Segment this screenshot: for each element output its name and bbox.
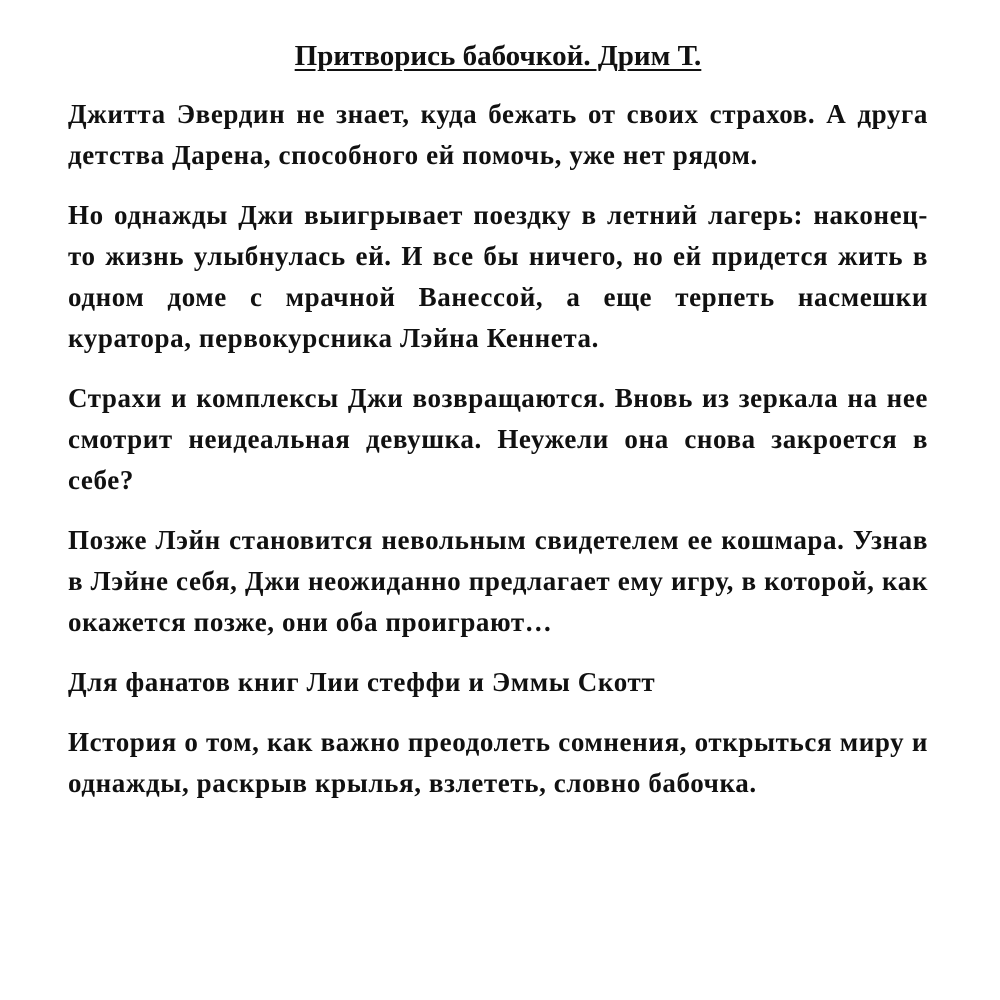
paragraph-fears: Страхи и комплексы Джи возвращаются. Вновь из зеркала на нее смотрит неидеальная девушка. Неужели она снова закроется в себе? [68, 383, 928, 495]
paragraph-fans: Для фанатов книг Лии стеффи и Эммы Скотт [68, 667, 656, 697]
paragraph-game: Позже Лэйн становится невольным свидетелем ее кошмара. Узнав в Лэйне себя, Джи неожиданно предлагает ему игру, в которой, как окажется позже, они оба проиграют… [68, 525, 928, 637]
paragraph-story: История о том, как важно преодолеть сомнения, открыться миру и однажды, раскрыв крылья, взлететь, словно бабочка. [68, 727, 928, 798]
page-title: Притворись бабочкой. Дрим Т. [294, 40, 702, 72]
document-page [68, 36, 928, 804]
paragraph-camp: Но однажды Джи выигрывает поездку в летний лагерь: наконец-то жизнь улыбнулась ей. И все бы ничего, но ей придется жить в одном доме с мрачной Ванессой, а еще терпеть насмешки куратора, первокурсника Лэйна Кеннета. [68, 200, 928, 353]
paragraph-intro: Джитта Эвердин не знает, куда бежать от своих страхов. А друга детства Дарена, способного ей помочь, уже нет рядом. [68, 99, 928, 170]
